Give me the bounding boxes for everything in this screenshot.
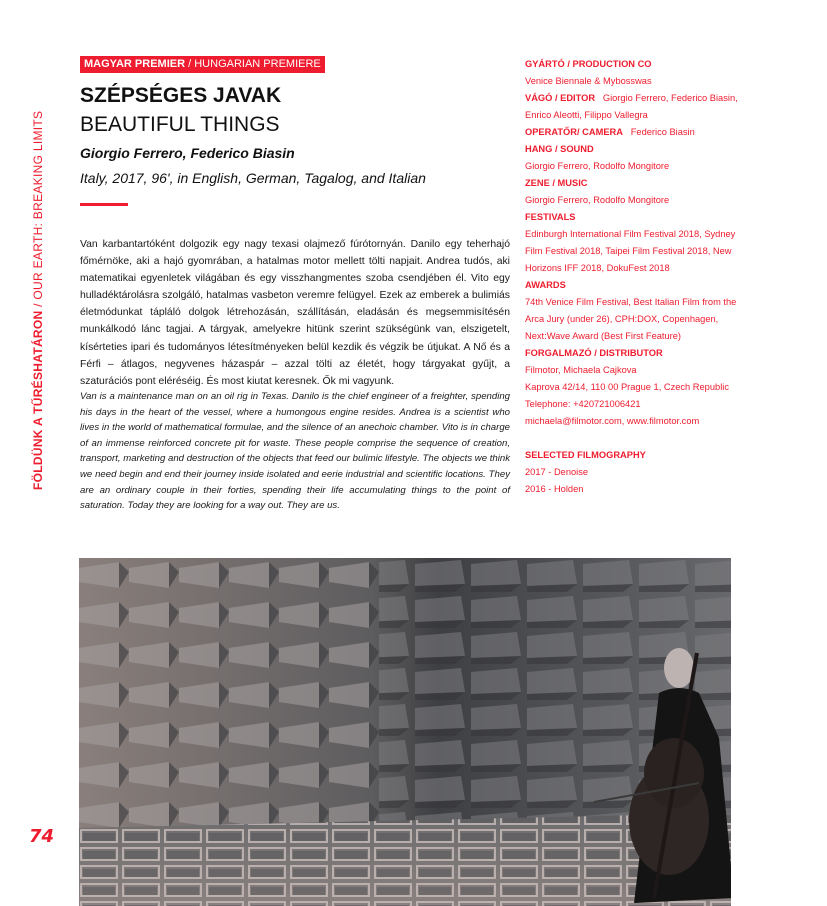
distributor-address: Kaprova 42/14, 110 00 Prague 1, Czech Republic [525, 382, 729, 392]
premier-label-hu: MAGYAR PREMIER [84, 58, 186, 70]
credit-label: AWARDS [525, 280, 566, 290]
film-still-photo [79, 558, 731, 906]
credit-value: Giorgio Ferrero, Federico Biasin, Enrico Aleotti, Filippo Vallegra [525, 93, 738, 120]
filmography-item: 2017 - Denoise [525, 467, 589, 477]
section-side-label [30, 50, 46, 490]
film-title-hungarian: SZÉPSÉGES JAVAK [80, 84, 282, 107]
credit-filmography [525, 447, 740, 498]
synopsis-english: Van is a maintenance man on an oil rig in Texas. Danilo is the chief engineer of a freighter, spending his days in the heart of the vessel, where a humongous engine resides. Andrea is a scientist who lives in the world of mathematical formulae, and the silence of an anechoic chamber. Vito is in charge of an immense reinforced concrete pit for waste. These people comprise the sequence of creation, transport, marketing and destruction of the objects that feed our bulimic lifestyle. The objects we think we need begin and end their journey inside isolated and eerie industrial and scientific locations. They are an ordinary couple in their forties, spending their life accumulating things to the point of saturation. Today they are looking for a way out. They are us. [80, 391, 510, 512]
credit-value: Giorgio Ferrero, Rodolfo Mongitore [525, 161, 670, 171]
credit-label: OPERATŐR/ CAMERA [525, 127, 623, 137]
anechoic-chamber-cellist-image [79, 558, 731, 906]
credit-music [525, 175, 740, 209]
distributor-phone: Telephone: +420721006421 [525, 399, 641, 409]
credit-value: Giorgio Ferrero, Rodolfo Mongitore [525, 195, 670, 205]
credit-value: Federico Biasin [630, 127, 695, 137]
credit-label: FESTIVALS [525, 212, 576, 222]
credit-label: VÁGÓ / EDITOR [525, 93, 596, 103]
credit-label: HANG / SOUND [525, 144, 594, 154]
credit-production [525, 56, 740, 90]
film-title-english: BEAUTIFUL THINGS [80, 113, 280, 136]
divider-rule [80, 203, 128, 206]
distributor-name: Filmotor, Michaela Cajkova [525, 365, 637, 375]
credit-value: 74th Venice Film Festival, Best Italian Film from the Arca Jury (under 26), CPH:DOX, Copenhagen, Next:Wave Award (Best First Feature) [525, 297, 737, 341]
credit-editor [525, 90, 740, 124]
page-number: 74 [29, 826, 55, 847]
credit-awards [525, 277, 740, 345]
credit-value: Edinburgh International Film Festival 2018, Sydney Film Festival 2018, Taipei Film Festival 2018, New Horizons IFF 2018, DokuFest 2018 [525, 229, 736, 273]
film-directors: Giorgio Ferrero, Federico Biasin [80, 145, 295, 161]
credit-camera [525, 124, 740, 141]
spacer [525, 430, 740, 447]
credit-festivals [525, 209, 740, 277]
filmography-item: 2016 - Holden [525, 484, 584, 494]
credit-label: SELECTED FILMOGRAPHY [525, 450, 646, 460]
credit-value: Venice Biennale & Mybosswas [525, 76, 652, 86]
section-label-en: / OUR EARTH: BREAKING LIMITS [31, 110, 45, 311]
credit-label: GYÁRTÓ / PRODUCTION CO [525, 59, 652, 69]
film-info: Italy, 2017, 96', in English, German, Tagalog, and Italian [80, 170, 426, 186]
credit-label: FORGALMAZÓ / DISTRIBUTOR [525, 348, 663, 358]
credit-label: ZENE / MUSIC [525, 178, 588, 188]
premier-badge [80, 56, 325, 73]
section-label-hu: FÖLDÜNK A TŰRÉSHATÁRON [31, 310, 45, 490]
distributor-contact: michaela@filmotor.com, www.filmotor.com [525, 416, 700, 426]
credit-distributor [525, 345, 740, 430]
credit-sound [525, 141, 740, 175]
premier-label-en: / HUNGARIAN PREMIERE [185, 58, 321, 70]
synopsis-hungarian: Van karbantartóként dolgozik egy nagy texasi olajmező fúrótornyán. Danilo egy teherhajó főmérnöke, aki a hajó gyomrában, a hatalmas motor mellett tölti napjait. Andrea tudós, aki matematikai egyenletek világában és egy visszhangmentes szoba csendjében él. Vito egy hulladéktárolásra szolgáló, hatalmas vasbeton veremre felügyel. Ezek az emberek a bulimiás életmódunkat tápláló dolgok létrehozásán, szállításán, eladásán és megsemmisítésén munkálkodó lánc tagjai. A tárgyak, amelyekre hitünk szerint szükségünk van, elszigetelt, kísérteties ipari és tudományos létesítményeken belül kezdik és végzik be útjukat. A Nő és a Férfi – átlagos, negyvenes házaspár – azzal tölti az életét, hogy tárgyakat gyűjt, a szaturációs pont eléréséig. És most kiutat keresnek. Ők mi vagyunk. [80, 239, 510, 387]
credits-column [525, 56, 740, 498]
